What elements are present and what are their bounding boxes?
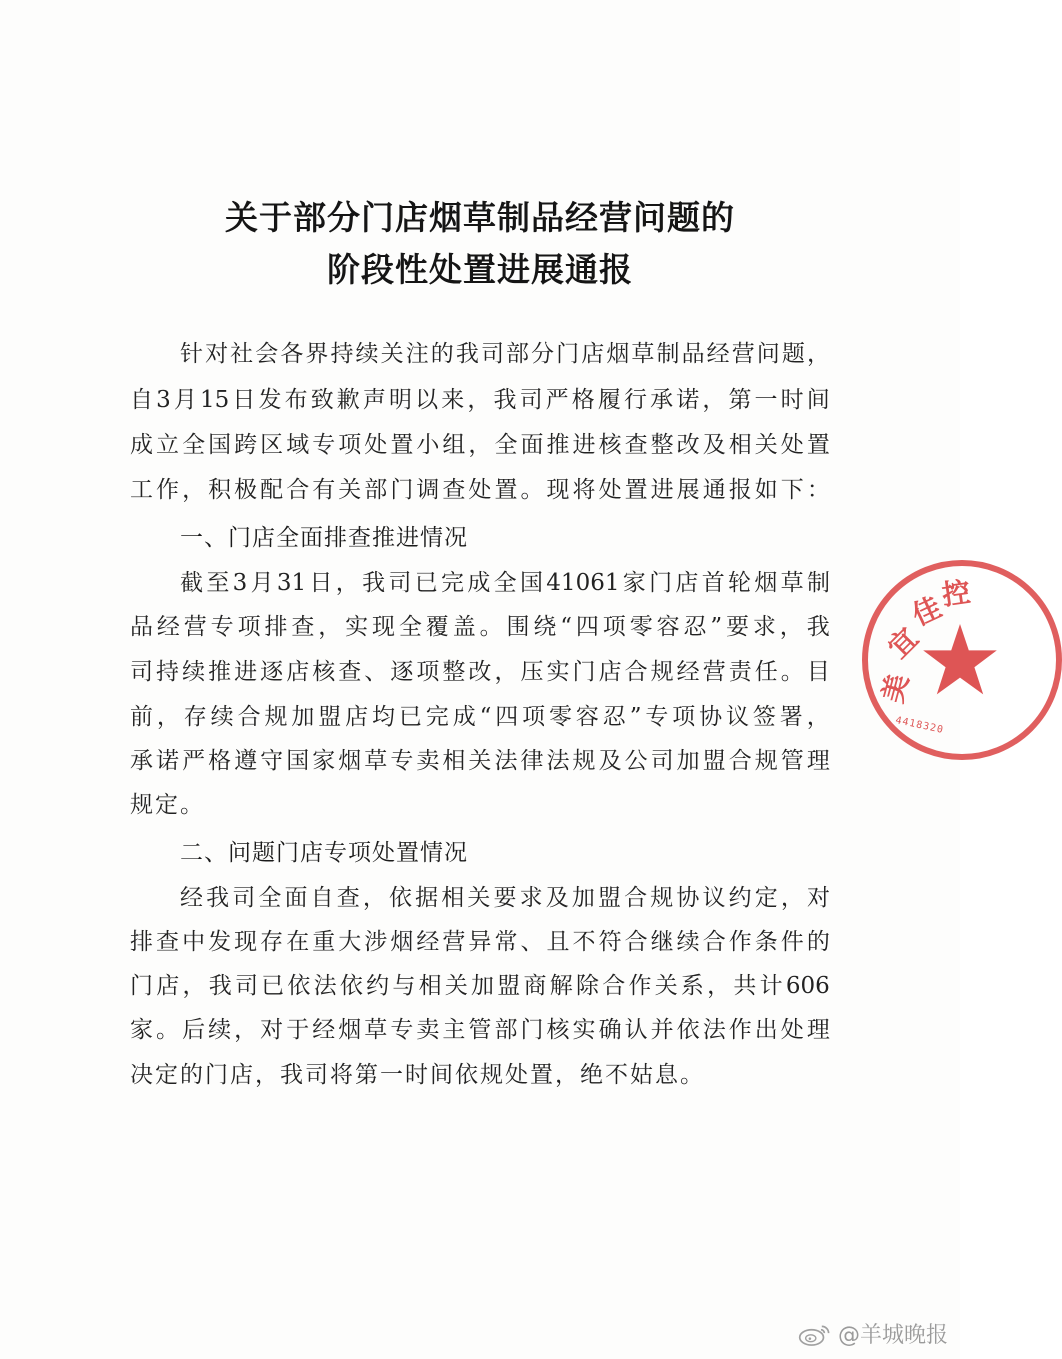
section1-line-1: 截 至 3 月 31 日 ， 我 司 已 完 成 全 国 41061 家 门 店 首 轮 烟 草 制 (180, 570, 830, 596)
seal-star-icon (920, 620, 1000, 700)
seal-char-2: 宜 (881, 621, 925, 665)
seal-char-3: 佳 (906, 590, 947, 633)
section2-line-4: 家 。 后 续 ， 对 于 经 烟 草 专 卖 主 管 部 门 核 实 确 认 并 依 法 作 出 处 理 (130, 1017, 830, 1043)
intro-line-3: 成 立 全 国 跨 区 域 专 项 处 置 小 组 ， 全 面 推 进 核 查 整 改 及 相 关 处 置 (130, 432, 830, 458)
section2-line-5: 决定的门店，我司将第一时间依规处置，绝不姑息。 (130, 1062, 705, 1088)
intro-line-2: 自 3 月 15 日 发 布 致 歉 声 明 以 来 ， 我 司 严 格 履 行 承 诺 ， 第 一 时 间 (130, 387, 830, 413)
section2-heading: 二、问题门店专项处置情况 (180, 840, 468, 866)
seal-char-4: 控 (940, 575, 973, 612)
weibo-icon (798, 1321, 832, 1347)
intro-line-4: 工 作 ， 积 极 配 合 有 关 部 门 调 查 处 置 。 现 将 处 置 进 展 通 报 如 下 ： (130, 477, 830, 503)
seal-char-1: 美 (875, 670, 916, 707)
document-title-line1: 关于部分门店烟草制品经营问题的 (225, 198, 735, 237)
document-title-line2: 阶段性处置进展通报 (327, 250, 633, 289)
section1-line-2: 品 经 营 专 项 排 查 ， 实 现 全 覆 盖 。 围 绕 “ 四 项 零 容 忍 ” 要 求 ， 我 (130, 614, 830, 640)
section1-line-3: 司 持 续 推 进 逐 店 核 查 、 逐 项 整 改 ， 压 实 门 店 合 规 经 营 责 任 。 目 (130, 659, 830, 685)
watermark-text: @羊城晚报 (837, 1323, 948, 1348)
intro-line-1: 针 对 社 会 各 界 持 续 关 注 的 我 司 部 分 门 店 烟 草 制 品 经 营 问 题 ， (180, 341, 830, 367)
section2-line-3: 门 店 ， 我 司 已 依 法 依 约 与 相 关 加 盟 商 解 除 合 作 关 系 ， 共 计 606 (130, 973, 830, 999)
section1-line-6: 规定。 (130, 792, 205, 818)
section1-line-5: 承 诺 严 格 遵 守 国 家 烟 草 专 卖 相 关 法 律 法 规 及 公 司 加 盟 合 规 管 理 (130, 748, 830, 774)
seal-code: 4418320 (894, 715, 945, 736)
section1-line-4: 前 ， 存 续 合 规 加 盟 店 均 已 完 成 “ 四 项 零 容 忍 ” 专 项 协 议 签 署 ， (130, 704, 830, 730)
section1-heading: 一、门店全面排查推进情况 (180, 525, 468, 551)
section2-line-2: 排 查 中 发 现 存 在 重 大 涉 烟 经 营 异 常 、 且 不 符 合 继 续 合 作 条 件 的 (130, 929, 830, 955)
watermark (798, 1318, 948, 1349)
section2-line-1: 经 我 司 全 面 自 查 ， 依 据 相 关 要 求 及 加 盟 合 规 协 议 约 定 ， 对 (180, 885, 830, 911)
